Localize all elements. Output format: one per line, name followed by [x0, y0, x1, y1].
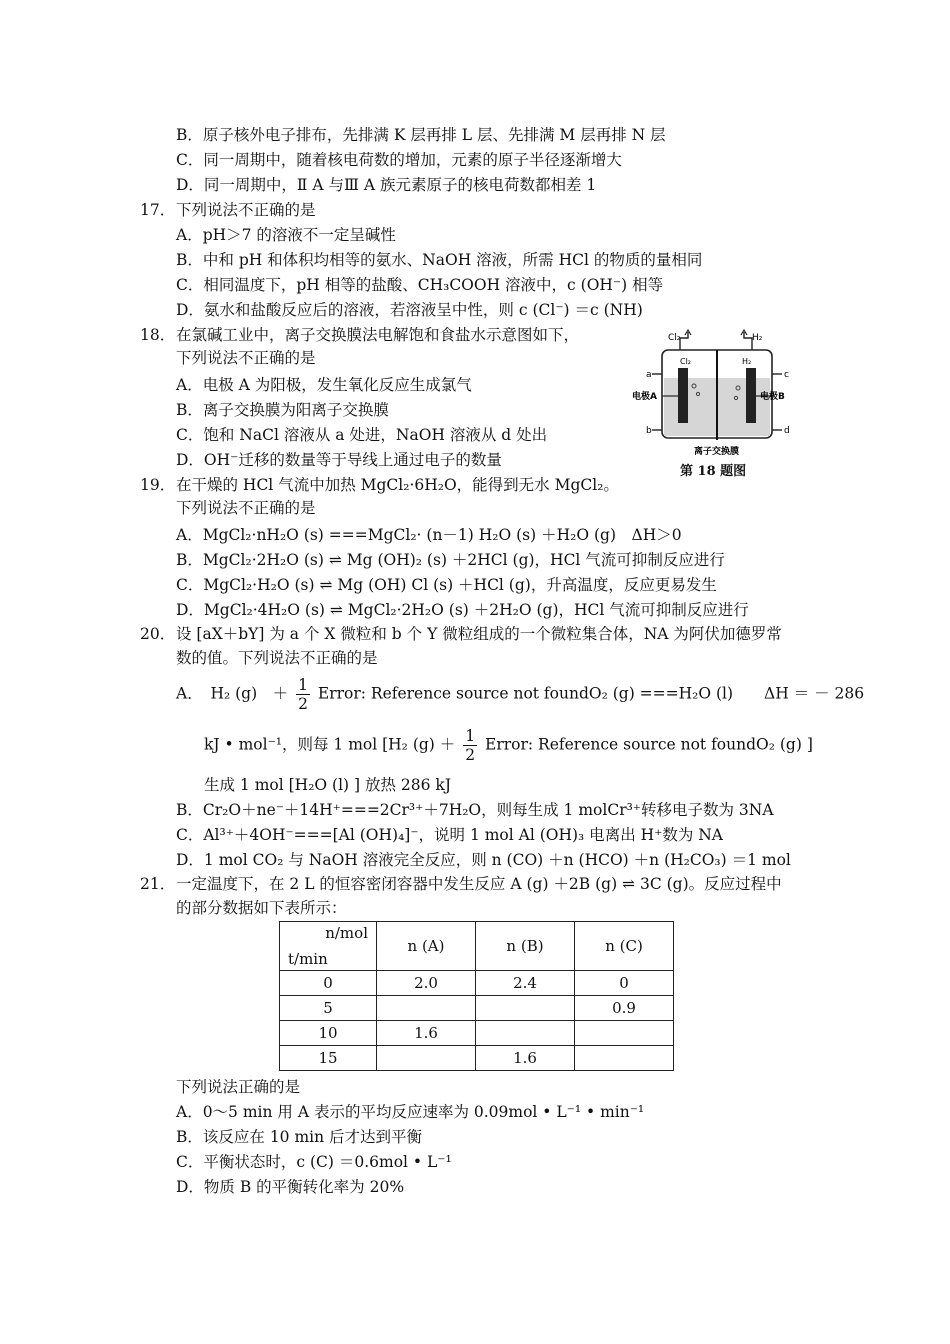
q19-stem-line2: 下列说法不正确的是	[176, 499, 316, 517]
header-nB: n (B)	[476, 922, 575, 971]
label-b: b	[646, 426, 652, 436]
header-nA: n (A)	[377, 922, 476, 971]
q19-option-a: A．MgCl₂·nH₂O (s) ===MgCl₂· (n－1) H₂O (s) ＋H₂O (g) ΔH＞0	[176, 526, 682, 544]
q20-stem-line2: 数的值。下列说法不正确的是	[176, 649, 378, 667]
reaction-data-table	[279, 921, 674, 1071]
q21-stem-line2: 的部分数据如下表所示：	[176, 899, 347, 917]
cl2-outlet-pipe	[680, 332, 688, 350]
electrode-b-plate	[746, 368, 756, 423]
label-electrode-a: 电极A	[632, 392, 657, 402]
electrolysis-diagram	[632, 328, 800, 478]
q20-option-a-line2	[204, 727, 813, 764]
q20-option-d: D．1 mol CO₂ 与 NaOH 溶液完全反应，则 n (CO) ＋n (HCO) ＋n (H₂CO₃) ＝1 mol	[176, 851, 791, 869]
table-row	[280, 996, 674, 1021]
q17-option-c: C．相同温度下，pH 相等的盐酸、CH₃COOH 溶液中，c (OH⁻) 相等	[176, 276, 664, 294]
q18-number: 18．	[140, 326, 176, 344]
q18-stem-line1: 在氯碱工业中，离子交换膜法电解饱和食盐水示意图如下，	[176, 326, 580, 344]
q21-option-b: B．该反应在 10 min 后才达到平衡	[176, 1128, 423, 1146]
h2-outlet-pipe	[744, 332, 752, 350]
q21-option-a: A．0～5 min 用 A 表示的平均反应速率为 0.09mol • L⁻¹ • min⁻¹	[176, 1103, 645, 1121]
table-corner-cell	[280, 922, 377, 971]
table-cell: 5	[280, 996, 377, 1021]
frac-numerator: 1	[298, 676, 308, 694]
q21-stem-line1: 一定温度下，在 2 L 的恒容密闭容器中发生反应 A (g) ＋2B (g) ⇌ 3C (g)。反应过程中	[176, 875, 782, 893]
q19-option-b: B．MgCl₂·2H₂O (s) ⇌ Mg (OH)₂ (s) ＋2HCl (g)，HCl 气流可抑制反应进行	[176, 551, 725, 569]
q19-option-d: D．MgCl₂·4H₂O (s) ⇌ MgCl₂·2H₂O (s) ＋2H₂O (g)，HCl 气流可抑制反应进行	[176, 601, 749, 619]
table-row	[280, 971, 674, 996]
q16-option-d: D．同一周期中，Ⅱ A 与Ⅲ A 族元素原子的核电荷数都相差 1	[176, 176, 597, 194]
q17-stem: 下列说法不正确的是	[176, 201, 316, 219]
frac-numerator-2: 1	[465, 727, 476, 745]
q17-option-a: A．pH＞7 的溶液不一定呈碱性	[176, 226, 396, 244]
frac-denominator: 2	[298, 695, 308, 713]
table-cell: 15	[280, 1046, 377, 1071]
one-half-fraction	[296, 676, 310, 713]
table-cell	[575, 1046, 674, 1071]
table-cell	[377, 1046, 476, 1071]
q20-a2-post: Error: Reference source not foundO₂ (g) ]	[485, 735, 813, 754]
table-header-row	[280, 922, 674, 971]
q21-number: 21．	[140, 875, 176, 893]
figure-caption: 第 18 题图	[680, 464, 747, 479]
q19-stem-line1: 在干燥的 HCl 气流中加热 MgCl₂·6H₂O，能得到无水 MgCl₂。	[176, 476, 619, 494]
label-h2-inner: H₂	[742, 357, 752, 366]
q18-option-c: C．饱和 NaCl 溶液从 a 处进，NaOH 溶液从 d 处出	[176, 426, 548, 444]
q20-stem-line1: 设 [aX＋bY] 为 a 个 X 微粒和 b 个 Y 微粒组成的一个微粒集合体，NA 为阿伏加德罗常	[176, 625, 782, 643]
corner-time: t/min	[288, 950, 328, 968]
q20-option-b: B．Cr₂O＋ne⁻＋14H⁺===2Cr³⁺＋7H₂O，则每生成 1 molCr³⁺转移电子数为 3NA	[176, 801, 774, 819]
q18-option-b: B．离子交换膜为阳离子交换膜	[176, 401, 389, 419]
q18-option-a: A．电极 A 为阳极，发生氧化反应生成氯气	[176, 376, 472, 394]
table-row	[280, 1046, 674, 1071]
table-cell: 1.6	[377, 1021, 476, 1046]
q20-a-pre: A． H₂ (g) ＋	[176, 684, 289, 703]
q20-option-c: C．Al³⁺＋4OH⁻===[Al (OH)₄]⁻，说明 1 mol Al (OH)₃ 电离出 H⁺数为 NA	[176, 826, 723, 844]
label-electrode-b: 电极B	[760, 392, 785, 402]
table-cell	[575, 1021, 674, 1046]
table-cell: 0	[575, 971, 674, 996]
label-h2-top: H₂	[752, 333, 763, 343]
q17-number: 17．	[140, 201, 176, 219]
label-d: d	[784, 426, 790, 436]
q19-number: 19．	[140, 476, 176, 494]
one-half-fraction-2	[463, 727, 477, 764]
table-cell: 2.0	[377, 971, 476, 996]
label-a: a	[646, 370, 652, 380]
q20-number: 20．	[140, 625, 176, 643]
table-cell	[476, 996, 575, 1021]
corner-unit: n/mol	[325, 924, 368, 942]
frac-denominator-2: 2	[465, 746, 476, 764]
q17-option-d: D．氨水和盐酸反应后的溶液，若溶液呈中性，则 c (Cl⁻) ＝c (NH)	[176, 301, 643, 319]
q21-option-d: D．物质 B 的平衡转化率为 20%	[176, 1178, 405, 1196]
electrolysis-svg	[632, 328, 800, 458]
q20-a-post: Error: Reference source not foundO₂ (g) ===H₂O (l) ΔH ＝ － 286	[317, 684, 865, 703]
label-cl2-top: Cl₂	[668, 333, 681, 343]
q19-option-c: C．MgCl₂·H₂O (s) ⇌ Mg (OH) Cl (s) ＋HCl (g)，升高温度，反应更易发生	[176, 576, 717, 594]
label-c: c	[784, 370, 789, 380]
table-cell: 10	[280, 1021, 377, 1046]
table-cell	[476, 1021, 575, 1046]
q16-option-b: B．原子核外电子排布，先排满 K 层再排 L 层、先排满 M 层再排 N 层	[176, 126, 666, 144]
table-cell	[377, 996, 476, 1021]
header-nC: n (C)	[575, 922, 674, 971]
table-cell: 0.9	[575, 996, 674, 1021]
q16-option-c: C．同一周期中，随着核电荷数的增加，元素的原子半径逐渐增大	[176, 151, 622, 169]
q18-option-d: D．OH⁻迁移的数量等于导线上通过电子的数量	[176, 451, 502, 469]
table-cell: 2.4	[476, 971, 575, 996]
label-membrane: 离子交换膜	[694, 447, 740, 457]
table-cell: 1.6	[476, 1046, 575, 1071]
q20-option-a-line1	[176, 676, 864, 713]
q20-a2-pre: kJ • mol⁻¹，则每 1 mol [H₂ (g) ＋	[204, 735, 456, 754]
label-cl2-inner: Cl₂	[680, 357, 692, 366]
q18-stem-line2: 下列说法不正确的是	[176, 349, 316, 367]
q21-prompt: 下列说法正确的是	[176, 1078, 301, 1096]
table-cell: 0	[280, 971, 377, 996]
electrode-a-plate	[678, 368, 688, 423]
q21-option-c: C．平衡状态时，c (C) ＝0.6mol • L⁻¹	[176, 1153, 452, 1171]
q17-option-b: B．中和 pH 和体积均相等的氨水、NaOH 溶液，所需 HCl 的物质的量相同	[176, 251, 703, 269]
table-row	[280, 1021, 674, 1046]
q20-option-a-line3: 生成 1 mol [H₂O (l) ] 放热 286 kJ	[204, 776, 452, 794]
